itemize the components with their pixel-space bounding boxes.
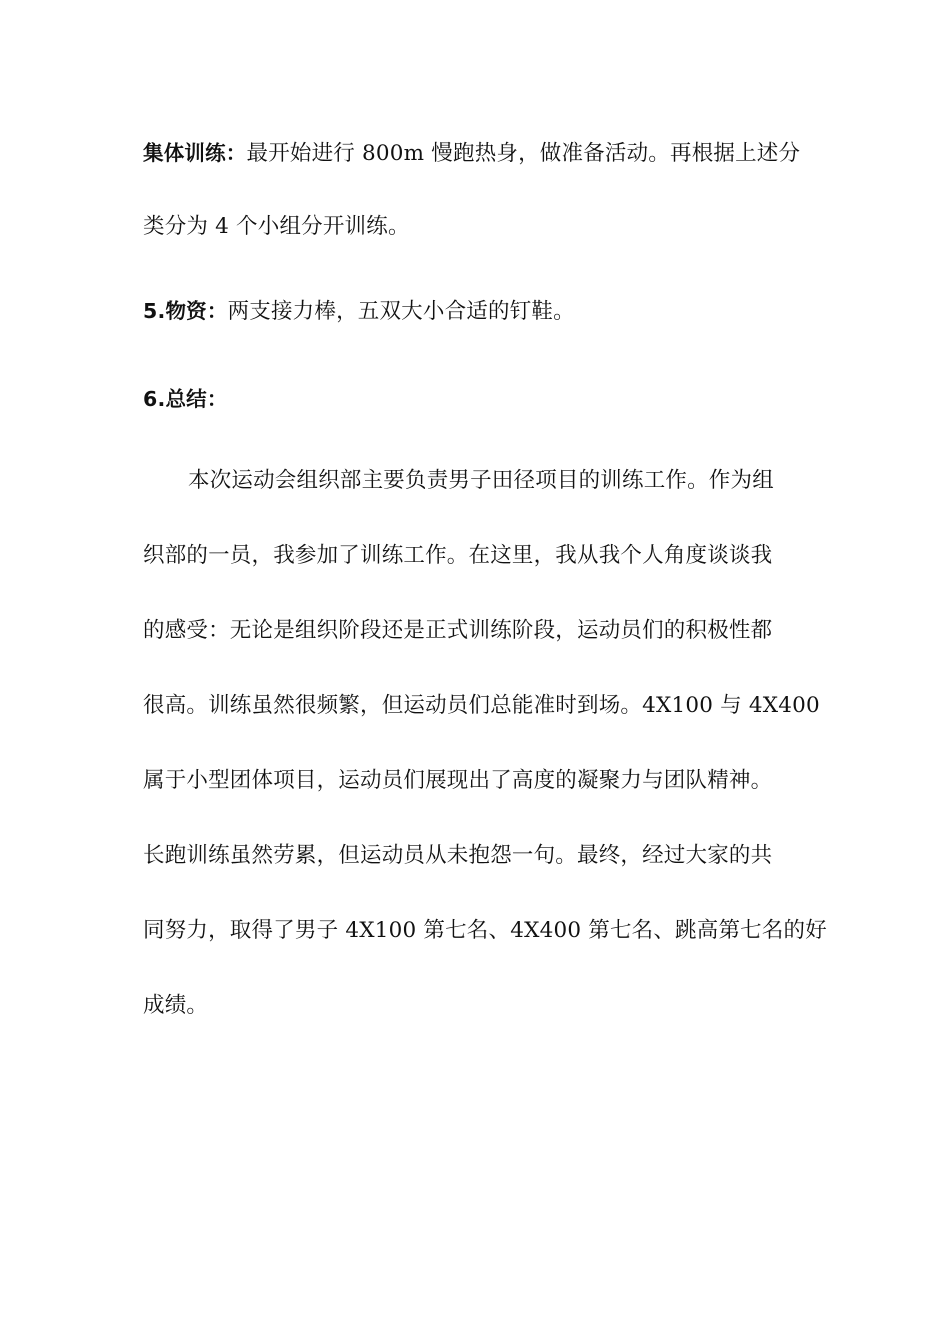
summary-paragraph-line-8: 成绩。 <box>143 993 209 1018</box>
summary-paragraph-line-2: 织部的一员，我参加了训练工作。在这里，我从我个人角度谈谈我 <box>143 543 773 568</box>
summary-paragraph-line-6: 长跑训练虽然劳累，但运动员从未抱怨一句。最终，经过大家的共 <box>143 843 773 868</box>
collective-training-line-1 <box>143 138 823 169</box>
summary-paragraph-line-4: 很高。训练虽然很频繁，但运动员们总能准时到场。4X100 与 4X400 <box>143 693 820 718</box>
summary-paragraph-line-3: 的感受：无论是组织阶段还是正式训练阶段，运动员们的积极性都 <box>143 618 773 643</box>
supplies-line <box>143 296 823 327</box>
summary-paragraph-line-7: 同努力，取得了男子 4X100 第七名、4X400 第七名、跳高第七名的好 <box>143 918 827 943</box>
summary-paragraph-line-5: 属于小型团体项目，运动员们展现出了高度的凝聚力与团队精神。 <box>143 768 773 793</box>
supplies-label: 5.物资： <box>143 299 228 323</box>
collective-training-label: 集体训练： <box>143 141 247 165</box>
collective-training-line-2: 类分为 4 个小组分开训练。 <box>143 214 410 239</box>
collective-training-text-1: 最开始进行 800m 慢跑热身，做准备活动。再根据上述分 <box>246 141 801 166</box>
supplies-text: 两支接力棒，五双大小合适的钉鞋。 <box>227 299 575 324</box>
summary-heading: 6.总结： <box>143 387 228 411</box>
summary-paragraph-line-1: 本次运动会组织部主要负责男子田径项目的训练工作。作为组 <box>188 468 774 493</box>
